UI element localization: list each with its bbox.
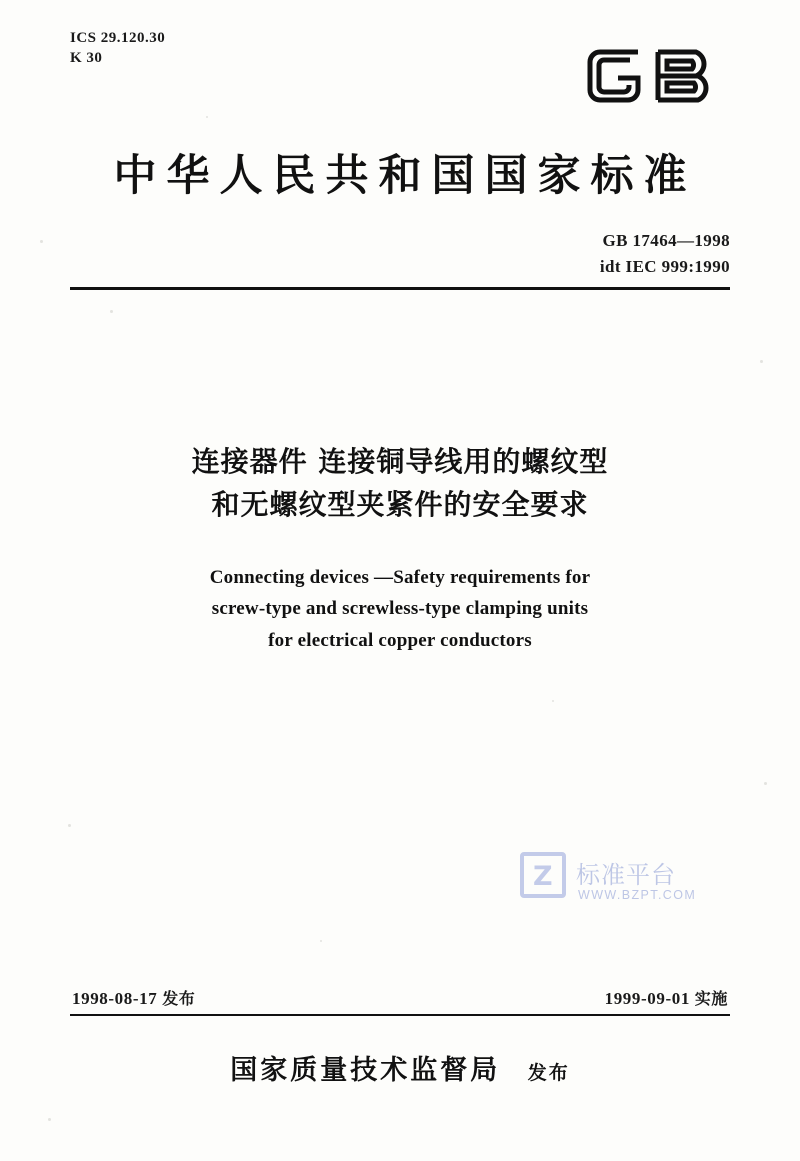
paper-speck (764, 782, 767, 785)
implementation-date: 1999-09-01 (604, 989, 690, 1008)
gb-logo-icon (578, 38, 738, 114)
issue-date: 1998-08-17 (72, 989, 158, 1008)
paper-speck (552, 700, 554, 702)
watermark (520, 852, 760, 922)
paper-speck (48, 1118, 51, 1121)
paper-speck (206, 116, 208, 118)
document-title-cn-line2: 和无螺纹型夹紧件的安全要求 (211, 488, 589, 522)
publisher-action: 发布 (527, 1062, 570, 1084)
ccs-code: K 30 (70, 50, 103, 67)
paper-speck (320, 940, 322, 942)
issue-date-label: 发布 (162, 989, 196, 1008)
watermark-label: 标准平台 (576, 861, 676, 889)
watermark-logo-icon (520, 852, 566, 898)
document-title-en-line2: screw-type and screwless-type clamping units (211, 598, 589, 620)
page-title: 中华人民共和国国家标准 (113, 151, 697, 201)
document-title-en (120, 562, 680, 656)
header-divider (70, 287, 730, 290)
document-title-cn (70, 440, 730, 527)
footer-divider (70, 1014, 730, 1016)
gb-number: GB 17464—1998 (602, 231, 730, 250)
document-title-cn-line1: 连接器件 连接铜导线用的螺纹型 (191, 445, 609, 478)
paper-speck (68, 824, 71, 827)
paper-speck (40, 240, 43, 243)
ics-code: ICS 29.120.30 (70, 30, 166, 46)
document-title-en-line1: Connecting devices —Safety requirements for (209, 567, 591, 588)
idt-reference: idt IEC 999:1990 (599, 256, 730, 276)
publisher-organization: 国家质量技术监督局 (230, 1055, 501, 1086)
document-title-en-line3: for electrical copper conductors (268, 629, 532, 651)
paper-speck (760, 360, 763, 363)
implementation-date-block (605, 986, 728, 1009)
watermark-letter: Z (533, 861, 553, 892)
standard-number-block (600, 228, 730, 279)
implementation-date-label: 实施 (694, 989, 728, 1008)
issue-date-block (72, 986, 195, 1009)
ics-classification-block (70, 28, 165, 69)
paper-speck (110, 310, 113, 313)
publisher-block (0, 1048, 800, 1087)
watermark-url: WWW.BZPT.COM (578, 888, 697, 902)
